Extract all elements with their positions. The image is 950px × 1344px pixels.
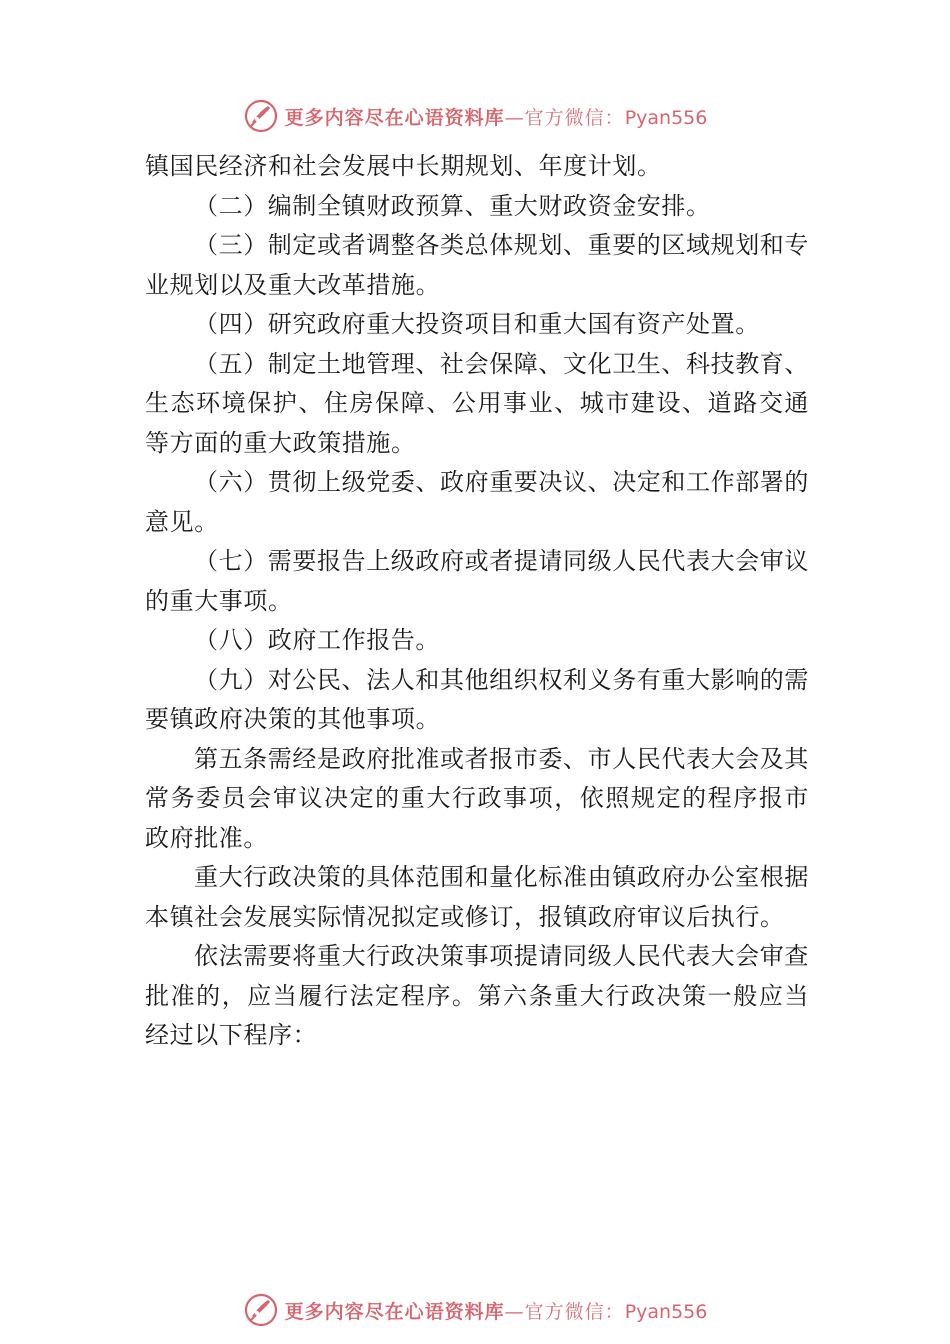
paragraph-continuation: 镇国民经济和社会发展中长期规划、年度计划。 bbox=[145, 152, 662, 180]
watermark-dash: — bbox=[504, 106, 525, 129]
watermark-sub: 官方微信： bbox=[524, 1300, 625, 1323]
watermark-main: 更多内容尽在心语资料库 bbox=[284, 1300, 505, 1323]
paragraph-item-9: （九）对公民、法人和其他组织权利义务有重大影响的需要镇政府决策的其他事项。 bbox=[145, 665, 809, 733]
pen-logo-icon bbox=[243, 98, 279, 134]
watermark-dash: — bbox=[504, 1300, 525, 1323]
watermark-id: Pyan556 bbox=[624, 106, 708, 129]
watermark-footer bbox=[0, 1288, 950, 1332]
watermark-header bbox=[0, 94, 950, 138]
paragraph-scope: 重大行政决策的具体范围和量化标准由镇政府办公室根据本镇社会发展实际情况拟定或修订，报镇政府审议后执行。 bbox=[145, 863, 809, 931]
paragraph-item-7: （七）需要报告上级政府或者提请同级人民代表大会审议的重大事项。 bbox=[145, 547, 809, 615]
document-body bbox=[145, 147, 809, 1056]
watermark-main: 更多内容尽在心语资料库 bbox=[284, 106, 505, 129]
watermark-text bbox=[285, 1297, 708, 1324]
pen-logo-icon bbox=[243, 1292, 279, 1328]
paragraph-item-4: （四）研究政府重大投资项目和重大国有资产处置。 bbox=[194, 310, 760, 338]
watermark-id: Pyan556 bbox=[624, 1300, 708, 1323]
paragraph-article-6: 依法需要将重大行政决策事项提请同级人民代表大会审查批准的，应当履行法定程序。第六条重大行政决策一般应当经过以下程序： bbox=[145, 942, 809, 1049]
watermark-sub: 官方微信： bbox=[524, 106, 625, 129]
watermark-text bbox=[285, 103, 708, 130]
paragraph-item-5: （五）制定土地管理、社会保障、文化卫生、科技教育、生态环境保护、住房保障、公用事业、城市建设、道路交通等方面的重大政策措施。 bbox=[145, 349, 809, 457]
paragraph-item-8: （八）政府工作报告。 bbox=[194, 626, 440, 654]
paragraph-item-2: （二）编制全镇财政预算、重大财政资金安排。 bbox=[194, 191, 711, 220]
paragraph-article-5: 第五条需经是政府批准或者报市委、市人民代表大会及其常务委员会审议决定的重大行政事项，依照规定的程序报市政府批准。 bbox=[145, 744, 809, 852]
paragraph-item-3: （三）制定或者调整各类总体规划、重要的区域规划和专业规划以及重大改革措施。 bbox=[145, 231, 809, 299]
paragraph-item-6: （六）贯彻上级党委、政府重要决议、决定和工作部署的意见。 bbox=[145, 468, 809, 536]
